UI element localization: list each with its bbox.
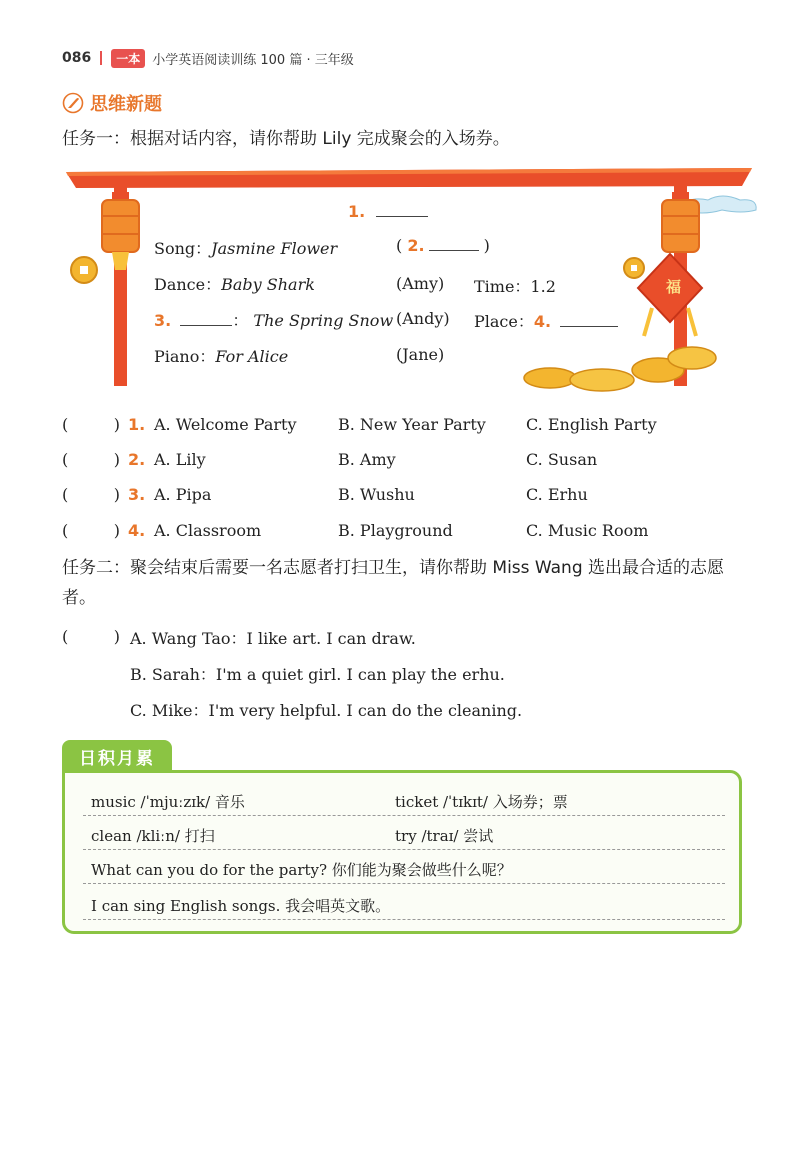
task2-instruction: 任务二：聚会结束后需要一名志愿者打扫卫生，请你帮助 Miss Wang 选出最合适的志愿者。 [62,558,725,608]
song-line [154,236,337,259]
time-line: Time：1.2 [474,277,556,296]
ticket-poster [62,158,762,398]
option-a[interactable]: A. Pipa [154,484,212,504]
option-a[interactable]: A. Classroom [154,520,262,540]
dashed-divider [83,883,725,884]
song-value: Jasmine Flower [211,239,338,258]
item-3-value: The Spring Snow [253,311,394,330]
piano-line [154,344,288,367]
pen-leaf-icon [62,92,84,114]
dashed-divider [83,919,725,920]
vocab-music: music /ˈmjuːzɪk/ 音乐 [91,793,245,811]
task2-option-a[interactable]: A. Wang Tao：I like art. I can draw. [130,629,416,648]
option-a[interactable]: A. Welcome Party [154,414,297,434]
vocab-clean: clean /kliːn/ 打扫 [91,827,215,845]
option-c[interactable]: C. Susan [526,449,598,469]
question-number: 2. [128,449,146,469]
option-c[interactable]: C. Erhu [526,484,588,504]
vocab-ticket: ticket /ˈtɪkɪt/ 入场券；票 [395,793,568,811]
dance-line [154,272,315,295]
answer-bracket[interactable]: ( ) [62,626,120,646]
task2-option-c[interactable]: C. Mike：I'm very helpful. I can do the cleaning. [130,701,523,720]
accumulate-title: 日积月累 [62,740,172,772]
blank-1-number: 1. [348,202,366,221]
header-divider [100,51,102,65]
option-b[interactable]: B. New Year Party [338,414,486,434]
dance-label: Dance： [154,275,222,294]
piano-label: Piano： [154,347,216,366]
dashed-divider [83,849,725,850]
option-b[interactable]: B. Amy [338,449,396,469]
page-header [62,46,354,70]
page-number: 086 [62,50,92,66]
book-title: 小学英语阅读训练 100 篇 · 三年级 [152,52,354,68]
place-label: Place： [474,312,534,331]
place-line [474,309,618,332]
blank-3-number: 3. [154,311,172,330]
vocab-try: try /traɪ/ 尝试 [395,827,494,845]
blank-4-number: 4. [533,312,552,331]
answer-bracket[interactable]: ( ) [62,520,120,540]
question-4 [62,516,649,544]
fu-character: 福 [666,278,682,296]
dashed-divider [83,815,725,816]
ticket-title-field [348,202,428,221]
task2-question [62,622,120,650]
question-number: 1. [128,414,146,434]
blank-4[interactable] [560,312,618,327]
answer-bracket[interactable]: ( ) [62,414,120,434]
blank-2[interactable] [429,236,479,251]
task2-option-b[interactable]: B. Sarah：I'm a quiet girl. I can play the erhu. [130,665,505,684]
section-title-text: 思维新题 [90,94,162,115]
question-3 [62,480,588,508]
task1-instruction: 任务一：根据对话内容，请你帮助 Lily 完成聚会的入场券。 [62,129,510,149]
sentence-songs: I can sing English songs. 我会唱英文歌。 [91,897,391,915]
dance-performer: (Amy) [396,274,445,293]
question-1 [62,410,657,438]
item-3-performer: (Andy) [396,309,450,328]
question-2 [62,445,598,473]
song-label: Song： [154,239,212,258]
option-c[interactable]: C. English Party [526,414,657,434]
brand-badge: 一本 [111,49,145,68]
piano-value: For Alice [215,347,289,366]
option-b[interactable]: B. Playground [338,520,453,540]
item-3-line: 3. ： The Spring Snow [154,311,394,330]
piano-performer: (Jane) [396,345,445,364]
blank-1[interactable] [376,202,428,217]
option-a[interactable]: A. Lily [154,449,206,469]
blank-2-number: 2. [407,236,425,255]
blank-3[interactable] [180,311,232,326]
question-number: 3. [128,484,146,504]
option-c[interactable]: C. Music Room [526,520,649,540]
option-b[interactable]: B. Wushu [338,484,415,504]
dance-value: Baby Shark [221,275,315,294]
answer-bracket[interactable]: ( ) [62,484,120,504]
sentence-party: What can you do for the party? 你们能为聚会做些什么呢？ [91,861,512,879]
accumulate-box [62,770,742,934]
song-performer: ( 2. ) [396,236,490,255]
question-number: 4. [128,520,146,540]
section-title [62,90,162,116]
answer-bracket[interactable]: ( ) [62,449,120,469]
